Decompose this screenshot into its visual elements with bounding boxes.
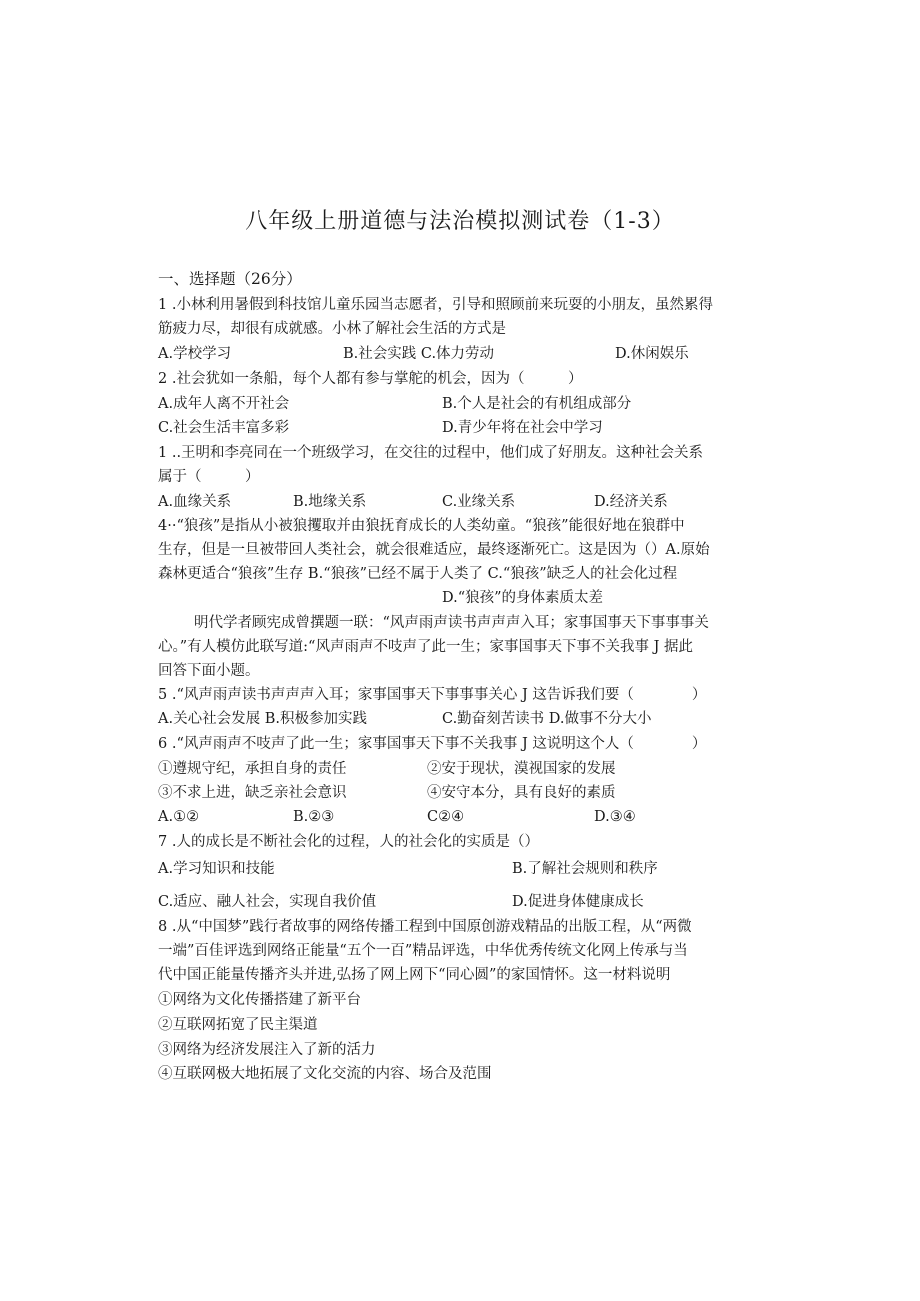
q8-statement-2: ②互联网拓宽了民主渠道 — [158, 1017, 318, 1033]
q5-stem: 5 .“风声雨声读书声声声入耳；家事国事天下事事事关心 J 这告诉我们要（ ） — [158, 687, 707, 703]
q3-option-d: D.经济关系 — [594, 494, 668, 510]
q2-option-a: A.成年人离不开社会 — [158, 396, 290, 412]
q6-option-d: D.③④ — [594, 809, 636, 825]
q8-stem-line2: 一端”百佳评选到网络正能量“五个一百”精品评选，中华优秀传统文化网上传承与当 — [158, 943, 688, 959]
q1-option-a: A.学校学习 — [158, 346, 232, 362]
q4-stem-line1: 4··“狼孩”是指从小被狼攫取并由狼抚育成长的人类幼童。“狼孩”能很好地在狼群中 — [158, 518, 685, 534]
q3-stem-line2: 属于（ ） — [158, 469, 260, 485]
q6-option-c: C②④ — [427, 809, 465, 825]
exam-title: 八年级上册道德与法治模拟测试卷（1-3） — [245, 209, 675, 234]
q8-statement-1: ①网络为文化传播搭建了新平台 — [158, 992, 361, 1008]
q6-option-b: B.②③ — [293, 809, 335, 825]
q7-stem: 7 .人的成长是不断社会化的过程，人的社会化的实质是（） — [158, 834, 539, 850]
q5-option-ab: A.关心社会发展 B.积极参加实践 — [158, 711, 367, 727]
q4-stem-line2: 生存，但是一旦被带回人类社会，就会很难适应，最终逐渐死亡。这是因为（）A.原始 — [158, 542, 710, 558]
q8-stem-line1: 8 .从“中国梦”践行者故事的网络传播工程到中国原创游戏精品的出版工程，从“两微 — [158, 919, 692, 935]
q8-stem-line3: 代中国正能量传播齐头并进,弘扬了网上网下“同心圆”的家国情怀。这一材料说明 — [158, 967, 671, 983]
q5-option-cd: C.勤奋刻苦读书 D.做事不分大小 — [442, 711, 652, 727]
q2-option-c: C.社会生活丰富多彩 — [158, 420, 290, 436]
q6-option-a: A.①② — [158, 809, 200, 825]
q3-stem-line1: 1 ..王明和李亮同在一个班级学习，在交往的过程中，他们成了好朋友。这种社会关系 — [158, 445, 704, 461]
q2-option-d: D.青少年将在社会中学习 — [442, 420, 603, 436]
q7-option-b: B.了解社会规则和秩序 — [512, 861, 658, 877]
q6-statement-1: ①遵规守纪，承担自身的责任 — [158, 761, 347, 777]
q4-stem-line3: 森林更适合“狼孩”生存 B.“狼孩”已经不属于人类了 C.“狼孩”缺乏人的社会化过程 — [158, 566, 678, 582]
q3-option-b: B.地缘关系 — [293, 494, 367, 510]
q7-option-a: A.学习知识和技能 — [158, 861, 275, 877]
q1-stem-line2: 筋疲力尽，却很有成就感。小林了解社会生活的方式是 — [158, 321, 506, 337]
q1-stem-line1: 1 .小林利用暑假到科技馆儿童乐园当志愿者，引导和照顾前来玩耍的小朋友，虽然累得 — [158, 297, 713, 313]
q8-statement-3: ③网络为经济发展注入了新的活力 — [158, 1042, 376, 1058]
q2-stem: 2 .社会犹如一条船，每个人都有参与掌舵的机会，因为（ ） — [158, 371, 583, 387]
section-heading-multiple-choice: 一、选择题（26分） — [158, 270, 302, 288]
passage-line3: 回答下面小题。 — [158, 663, 260, 679]
q6-stem: 6 .“风声雨声不吱声了此一生；家事国事天下事不关我事 J 这说明这个人（ ） — [158, 736, 707, 752]
q1-option-bc: B.社会实践 C.体力劳动 — [343, 346, 495, 362]
q8-statement-4: ④互联网极大地拓展了文化交流的内容、场合及范围 — [158, 1066, 492, 1082]
q7-option-c: C.适应、融人社会，实现自我价值 — [158, 894, 377, 910]
q3-option-c: C.业缘关系 — [442, 494, 516, 510]
q6-statement-3: ③不求上进，缺乏亲社会意识 — [158, 785, 347, 801]
q2-option-b: B.个人是社会的有机组成部分 — [442, 396, 632, 412]
q3-option-a: A.血缘关系 — [158, 494, 232, 510]
q4-option-d: D.“狼孩”的身体素质太差 — [442, 590, 604, 606]
q1-option-d: D.休闲娱乐 — [615, 346, 689, 362]
passage-line1: 明代学者顾宪成曾撰题一联：“风声雨声读书声声声入耳；家事国事天下事事事关 — [194, 615, 709, 631]
q7-option-d: D.促进身体健康成长 — [512, 894, 644, 910]
q6-statement-2: ②安于现状，漠视国家的发展 — [427, 761, 616, 777]
passage-line2: 心。”有人模仿此联写道:“风声雨声不吱声了此一生；家事国事天下事不关我事 J 据此 — [158, 639, 693, 655]
q6-statement-4: ④安守本分，具有良好的素质 — [427, 785, 616, 801]
